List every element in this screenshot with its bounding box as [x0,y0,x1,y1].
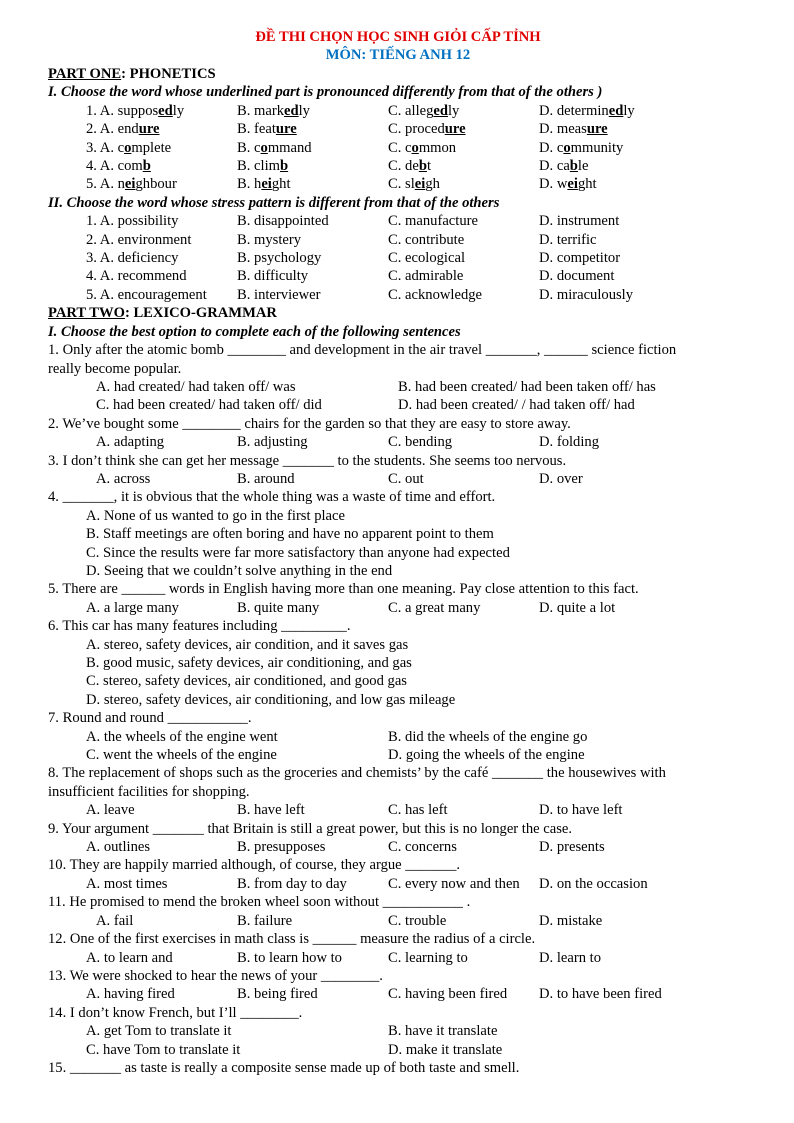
phonetics-question-5: 5. A. neighbour B. height C. sleigh D. weight [86,176,597,193]
question-11-options: A. fail B. failure C. trouble D. mistake [96,912,603,929]
phonetics-question-4: 4. A. comb B. climb C. debt D. cable [86,158,589,175]
question-15-stem: 15. _______ as taste is really a composite sense made up of both taste and smell. [48,1059,520,1076]
question-2-options: A. adapting B. adjusting C. bending D. folding [96,434,599,451]
stress-question-2: 2. A. environment B. mystery C. contribute D. terrific [86,231,597,248]
question-11-stem: 11. He promised to mend the broken wheel soon without ___________ . [48,894,471,911]
grammar-instruction: I. Choose the best option to complete each of the following sentences [48,323,461,340]
question-8-options: A. leave B. have left C. has left D. to have left [86,802,623,819]
part-two-heading [48,304,748,322]
question-3-stem: 3. I don’t think she can get her message _______ to the students. She seems too nervous. [48,452,567,469]
question-6-option-a: A. stereo, safety devices, air condition, and it saves gas [86,636,409,653]
part-two-topic: : LEXICO-GRAMMAR [124,305,277,322]
phonetics-question-3: 3. A. complete B. command C. common D. community [86,139,624,156]
question-1-stem-cont: really become popular. [48,360,182,377]
question-1-options-ab: A. had created/ had taken off/ was B. had been created/ had been taken off/ has [96,378,656,395]
exam-title: ĐỀ THI CHỌN HỌC SINH GIỎI CẤP TỈNH [255,29,541,45]
question-1-options-cd: C. had been created/ had taken off/ did D. had been created/ / had taken off/ had [96,397,635,414]
question-13-stem: 13. We were shocked to hear the news of your ________. [48,967,383,984]
phonetics-question-1: 1. A. supposedly B. markedly C. allegedly D. determinedly [86,102,635,119]
question-13-options: A. having fired B. being fired C. having been fired D. to have been fired [86,986,662,1003]
question-3-options: A. across B. around C. out D. over [96,470,583,487]
question-5-options: A. a large many B. quite many C. a great many D. quite a lot [86,599,616,616]
question-4-option-c: C. Since the results were far more satisfactory than anyone had expected [86,544,510,561]
question-4-option-b: B. Staff meetings are often boring and have no apparent point to them [86,526,494,543]
question-8-stem: 8. The replacement of shops such as the groceries and chemists’ by the café _______ the housewives with [48,765,666,782]
phonetics-question-2: 2. A. endure B. feature C. procedure D. measure [86,121,608,138]
question-4-option-d: D. Seeing that we couldn’t solve anything in the end [86,562,393,579]
question-7-stem: 7. Round and round ___________. [48,710,252,727]
question-14-options-ab: A. get Tom to translate it B. have it translate [86,1023,498,1040]
part-one-label: PART ONE [48,66,122,82]
stress-question-5: 5. A. encouragement B. interviewer C. acknowledge D. miraculously [86,286,634,303]
part-two-label: PART TWO [48,305,125,322]
question-10-stem: 10. They are happily married although, of course, they argue _______. [48,857,461,874]
question-14-stem: 14. I don’t know French, but I’ll ________. [48,1004,303,1021]
part-one-topic: : PHONETICS [121,66,216,82]
question-8-stem-cont: insufficient facilities for shopping. [48,783,250,800]
stress-question-4: 4. A. recommend B. difficulty C. admirable D. document [86,268,615,285]
exam-page [48,26,748,1077]
question-9-options: A. outlines B. presupposes C. concerns D. presents [86,839,605,856]
question-5-stem: 5. There are ______ words in English having more than one meaning. Pay close attention to this fact. [48,581,639,598]
question-12-options: A. to learn and B. to learn how to C. learning to D. learn to [86,949,602,966]
question-7-options-cd: C. went the wheels of the engine D. going the wheels of the engine [86,747,585,764]
question-6-option-c: C. stereo, safety devices, air conditioned, and good gas [86,673,407,690]
question-6-stem: 6. This car has many features including _________. [48,618,351,635]
stress-question-3: 3. A. deficiency B. psychology C. ecological D. competitor [86,250,621,267]
exam-subject: MÔN: TIẾNG ANH 12 [325,47,471,63]
question-4-option-a: A. None of us wanted to go in the first place [86,507,345,524]
question-6-option-b: B. good music, safety devices, air conditioning, and gas [86,655,412,671]
question-10-options: A. most times B. from day to day C. every now and then D. on the occasion [86,875,648,892]
question-6-option-d: D. stereo, safety devices, air conditioning, and low gas mileage [86,691,456,708]
question-14-options-cd: C. have Tom to translate it D. make it translate [86,1041,503,1058]
question-12-stem: 12. One of the first exercises in math class is ______ measure the radius of a circle. [48,931,536,948]
stress-instruction: II. Choose the word whose stress pattern is different from that of the others [48,194,500,211]
stress-question-1: 1. A. possibility B. disappointed C. manufacture D. instrument [86,213,620,230]
question-9-stem: 9. Your argument _______ that Britain is still a great power, but this is no longer the case. [48,820,573,837]
question-4-stem: 4. _______, it is obvious that the whole thing was a waste of time and effort. [48,489,496,506]
question-7-options-ab: A. the wheels of the engine went B. did the wheels of the engine go [86,728,588,745]
question-2-stem: 2. We’ve bought some ________ chairs for the garden so that they are easy to store away. [48,415,571,432]
question-1-stem: 1. Only after the atomic bomb ________ and development in the air travel _______, ______ science fiction [48,342,677,359]
part-one-heading [48,65,748,83]
phonetics-instruction: I. Choose the word whose underlined part is pronounced differently from that of the others ) [48,84,603,101]
